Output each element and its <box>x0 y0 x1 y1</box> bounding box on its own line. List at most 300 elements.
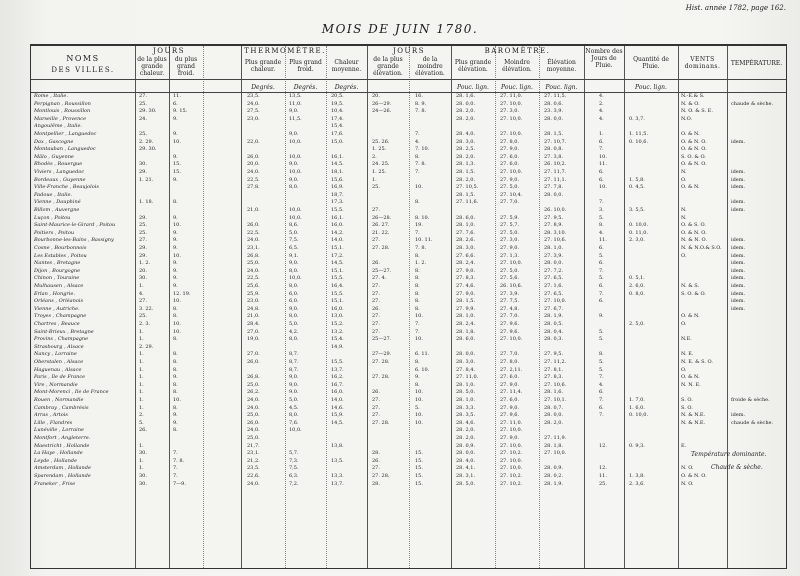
cell-t2: 8,7. <box>289 359 299 365</box>
cell-t1: 25,0. <box>247 260 260 267</box>
cell-pn: 7. <box>599 290 604 297</box>
cell-j1: 1. <box>139 366 144 373</box>
cell-b1: 28. 0,0. <box>456 351 476 358</box>
cell-t1: 23,0. <box>247 298 260 305</box>
cell-t2: 13,5. <box>289 93 302 99</box>
cell-pn: 10. <box>599 184 607 191</box>
cell-v: O. <box>681 252 687 259</box>
cell-j2: 9. <box>173 131 178 137</box>
cell-city: Lille , Flandres <box>34 419 73 426</box>
table-row <box>31 245 786 252</box>
cell-b2: 27. 10,0. <box>500 336 523 343</box>
cell-e2: 8. <box>415 267 420 274</box>
cell-b3: 28. 1,5. <box>544 131 564 137</box>
cell-t1: 23,1. <box>247 450 260 457</box>
cell-j1: 1. <box>139 374 144 381</box>
cell-e1: 27. 28. <box>372 473 390 479</box>
cell-tp: idem. <box>731 305 746 312</box>
cell-e2: 6. 10. <box>415 366 430 373</box>
cell-b2: 26. 10,6. <box>500 283 523 289</box>
cell-j2: 7—9. <box>173 480 186 487</box>
cell-pq: 0. 8,0. <box>629 290 645 297</box>
cell-pn: 3. <box>599 207 604 213</box>
cell-j1: 29. <box>139 169 147 175</box>
cell-city: Troyes , Champagne <box>34 313 87 320</box>
cell-e1: 1. <box>372 176 377 183</box>
cell-v: N. & N.E. <box>681 419 706 426</box>
cell-j1: 2. 29. <box>139 343 154 350</box>
cell-e1: 25—27. <box>372 336 392 343</box>
cell-b3: 27. 7,2. <box>544 267 564 274</box>
cell-v: O. & N. <box>681 313 700 320</box>
cell-e2: 16. <box>415 93 423 99</box>
cell-e1: 25. 26. <box>372 138 390 145</box>
cell-t2: 7,2. <box>289 480 299 487</box>
cell-t3: 13,2. <box>331 328 344 335</box>
cell-city: Saint-Maurice-le-Girard , Poitou <box>34 222 116 229</box>
cell-v: N. & N.E. <box>681 412 706 419</box>
cell-b2: 27. 7,0. <box>500 199 520 206</box>
cell-e2: 8. <box>415 153 420 160</box>
cell-pq: 0. 5,1. <box>629 275 645 282</box>
table-row <box>31 336 786 343</box>
weather-table <box>30 44 787 569</box>
cell-e2: 15. <box>415 473 423 479</box>
cell-e2: 8. <box>415 199 420 206</box>
cell-v: S. O. & O. <box>681 290 706 297</box>
cell-t2: 8,0. <box>289 283 299 289</box>
cell-tp: chaude & sèche. <box>731 100 774 107</box>
cell-city: Cosne , Bourbonnois <box>34 245 87 251</box>
cell-v: N. & N.O.& S.O. <box>681 245 722 251</box>
cell-b3: 28. 1,9. <box>544 313 564 320</box>
cell-pn: 9. <box>599 313 604 320</box>
table-row <box>31 405 786 412</box>
cell-t2: 8,6. <box>289 222 299 229</box>
cell-t3: 16,4. <box>331 283 344 289</box>
cell-b2: 27. 5,7. <box>500 222 520 229</box>
cell-j1: 1. <box>139 457 144 464</box>
cell-b1: 27. 6,6. <box>456 252 476 259</box>
cell-city: Oberstalen , Alsace <box>34 359 84 365</box>
cell-j1: 1. <box>139 465 144 472</box>
cell-t3: 13,0. <box>331 313 344 320</box>
cell-b2: 27. 9,0. <box>500 404 520 411</box>
unit-pouces: Pouc. lign. <box>501 84 533 91</box>
cell-t2: 10,0. <box>289 153 302 160</box>
cell-pq: 2. 5,0. <box>629 321 645 327</box>
table-row <box>31 161 786 168</box>
cell-t1: 24,0. <box>247 480 260 487</box>
cell-t1: 28,4. <box>247 321 260 327</box>
cell-b3: 27. 3,9. <box>544 252 564 259</box>
cell-b1: 28. 4,0. <box>456 131 476 137</box>
cell-t2: 8,7. <box>289 351 299 358</box>
cell-e1: 28. <box>372 450 380 457</box>
cell-j2: 10. <box>173 397 181 403</box>
cell-t2: 9,0. <box>289 305 299 312</box>
cell-t1: 26,8. <box>247 374 260 381</box>
cell-j2: 10. <box>173 328 181 335</box>
cell-b1: 28. 1,0. <box>456 313 476 320</box>
cell-city: Leyde , Hollande <box>34 457 77 464</box>
cell-b3: 27. 10,7. <box>544 138 567 145</box>
cell-v: O. & N. <box>681 374 700 381</box>
cell-t2: 10,0. <box>289 169 302 175</box>
cell-city: Viviers , Languedoc <box>34 169 85 175</box>
cell-b2: 27. 5,9. <box>500 214 520 221</box>
cell-v: N. & O. <box>681 100 700 107</box>
table-row <box>31 154 786 161</box>
cell-j2: 8. <box>173 404 178 411</box>
table-row <box>31 192 786 199</box>
cell-b3: 27. 10,0. <box>544 450 567 457</box>
header-jours-froid: du plus grand froid. <box>174 56 198 77</box>
cell-b2: 27. 3,0. <box>500 108 520 115</box>
cell-j1: 30. <box>139 450 147 457</box>
cell-t3: 15,4. <box>331 336 344 343</box>
cell-b3: 28. 0,5. <box>544 321 564 327</box>
cell-e2: 8. <box>415 252 420 259</box>
cell-t3: 13,3. <box>331 473 344 479</box>
cell-b1: 28. 1,0. <box>456 222 476 229</box>
cell-b1: 28. 1,5. <box>456 298 476 305</box>
table-row <box>31 397 786 404</box>
cell-j2: 8. <box>173 351 178 358</box>
cell-e1: 21. 22. <box>372 229 390 236</box>
cell-pn: 2. <box>599 100 604 107</box>
cell-e2: 8. 10. <box>415 214 430 221</box>
cell-t1: 24,0. <box>247 397 260 403</box>
cell-t3: 14,0. <box>331 397 344 403</box>
table-row <box>31 313 786 320</box>
cell-e2: 8. 9. <box>415 100 427 107</box>
cell-e2: 8. <box>415 305 420 312</box>
cell-v: O. & N. O. <box>681 473 707 479</box>
cell-b2: 27. 8,0. <box>500 359 520 365</box>
cell-b1: 28. 1,0. <box>456 397 476 403</box>
cell-e2: 10. <box>415 389 423 396</box>
cell-e2: 4. <box>415 138 420 145</box>
cell-b2: 27. 10,0. <box>500 260 523 267</box>
cell-b1: 28. 3,0. <box>456 138 476 145</box>
cell-t1: 23,5. <box>247 465 260 472</box>
cell-t2: 10,0. <box>289 207 302 213</box>
cell-b1: 28. 1,3. <box>456 161 476 168</box>
cell-j1: 30. <box>139 480 147 487</box>
cell-t3: 16,1. <box>331 214 344 221</box>
cell-b3: 27. 8,3. <box>544 374 564 381</box>
footer-label: Température dominante. <box>691 451 767 458</box>
cell-b1: 28. 3,5. <box>456 412 476 419</box>
cell-b1: 28. 4,6. <box>456 419 476 426</box>
table-row <box>31 275 786 282</box>
table-row <box>31 237 786 244</box>
cell-city: Paris , Ile de France <box>34 374 86 381</box>
cell-b2: 27. 10,0. <box>500 465 523 472</box>
cell-b3: 26. 10,2. <box>544 161 567 168</box>
cell-b2: 27. 11,0. <box>500 419 523 426</box>
cell-pq: 2. 6,0. <box>629 283 645 289</box>
cell-city: Poitiers , Poitou <box>34 229 75 236</box>
cell-t1: 22,6. <box>247 473 260 479</box>
cell-city: Vienne , Dauphiné <box>34 199 81 206</box>
cell-tp: idem. <box>731 298 746 305</box>
cell-e1: 27. <box>372 321 380 327</box>
cell-t3: 14,5. <box>331 260 344 267</box>
cell-b2: 27. 8,0. <box>500 138 520 145</box>
header-jours-moindre: de la moindre élévation. <box>415 56 445 77</box>
cell-city: Cambray , Cambrésis <box>34 404 89 411</box>
cell-city: Montauban , Languedoc <box>34 146 96 153</box>
table-row <box>31 108 786 115</box>
cell-b3: 27. 6,5. <box>544 275 564 282</box>
header-noms: NOMS <box>66 54 100 63</box>
cell-b1: 27. 8,4. <box>456 366 476 373</box>
cell-b2: 27. 6,0. <box>500 161 520 168</box>
cell-b1: 28. 4,0. <box>456 457 476 464</box>
cell-t3: 15,4. <box>331 123 344 130</box>
cell-b2: 27. 9,0. <box>500 245 520 251</box>
cell-city: Montfort , Angleterre. <box>34 435 91 441</box>
cell-j1: 3. 22. <box>139 305 154 312</box>
cell-j2: 9. <box>173 153 178 160</box>
cell-e2: 1. 2. <box>415 260 427 267</box>
cell-city: Mâlo , Guyenne <box>34 153 74 160</box>
header-jours-elevation: de la plus grande élévation. <box>373 56 403 77</box>
cell-tp: idem. <box>731 138 746 145</box>
cell-v: N. E. & S. O. <box>681 359 713 365</box>
cell-city: Rome , Italie. <box>34 93 68 99</box>
cell-b1: 28. 2,0. <box>456 153 476 160</box>
cell-e2: 7. <box>415 321 420 327</box>
cell-b3: 27. 10,6. <box>544 237 567 244</box>
cell-tp: chaude & sèche. <box>731 419 774 426</box>
cell-j1: 1. 2. <box>139 260 151 267</box>
cell-e2: 10. <box>415 336 423 343</box>
cell-t3: 16,9. <box>331 184 344 191</box>
table-row <box>31 291 786 298</box>
cell-b2: 27. 6,0. <box>500 374 520 381</box>
table-row <box>31 359 786 366</box>
cell-city: Montlouis , Roussillon <box>34 108 91 115</box>
cell-t3: 14,5. <box>331 161 344 168</box>
cell-t3: 10,4. <box>331 108 344 115</box>
cell-b1: 27. 9,9. <box>456 305 476 312</box>
cell-e2: 7. <box>415 169 420 175</box>
header-jours-pluie: Nombre des Jours de Pluie. <box>585 48 623 69</box>
cell-j1: 25. <box>139 131 147 137</box>
cell-pn: 6. <box>599 260 604 267</box>
cell-b2: 27. 5,0. <box>500 267 520 274</box>
cell-t2: 9,0. <box>289 108 299 115</box>
cell-b1: 28. 1,5. <box>456 191 476 198</box>
table-row <box>31 177 786 184</box>
table-row <box>31 123 786 130</box>
unit-degres: Degrés. <box>293 84 318 91</box>
cell-pq: 0. 10,6. <box>629 138 649 145</box>
cell-b1: 28. 2,6. <box>456 237 476 244</box>
cell-tp: froide & sèche. <box>731 397 770 403</box>
cell-j1: 30. <box>139 473 147 479</box>
cell-b1: 28. 0,0. <box>456 450 476 457</box>
cell-b2: 27. 9,0. <box>500 435 520 441</box>
cell-pn: 5. <box>599 336 604 343</box>
table-row <box>31 382 786 389</box>
cell-city: Angoulême , Italie. <box>34 123 83 130</box>
table-row <box>31 169 786 176</box>
cell-e2: 15. <box>415 480 423 487</box>
cell-j1: 2. 3. <box>139 321 151 327</box>
cell-e1: 27. <box>372 465 380 472</box>
cell-t1: 24,0. <box>247 427 260 434</box>
table-row <box>31 298 786 305</box>
cell-t3: 20,5. <box>331 93 344 99</box>
cell-b2: 27. 7,0. <box>500 351 520 358</box>
cell-t2: 9,0. <box>289 161 299 168</box>
cell-pn: 4. <box>599 93 604 99</box>
cell-j1: 30. <box>139 161 147 168</box>
cell-e2: 7. <box>415 131 420 137</box>
cell-j1: 25. <box>139 222 147 229</box>
header-thermo-chaleur: Plus grande chaleur. <box>244 59 282 73</box>
cell-b3: 28. 1,0. <box>544 245 564 251</box>
cell-j1: 30. <box>139 275 147 282</box>
cell-t2: 9,0. <box>289 176 299 183</box>
cell-t2: 6,3. <box>289 473 299 479</box>
cell-b2: 27. 3,9. <box>500 290 520 297</box>
cell-b3: 27. 11,1. <box>544 176 567 183</box>
cell-t3: 14,9. <box>331 343 344 350</box>
cell-j2: 10. <box>173 138 181 145</box>
cell-t1: 25,0. <box>247 435 260 441</box>
page-reference: Hist. année 1782, page 162. <box>685 4 786 12</box>
cell-t3: 14,5. <box>331 419 344 426</box>
table-row <box>31 253 786 260</box>
cell-pn: 5. <box>599 366 604 373</box>
cell-city: Luçon , Poitou <box>34 214 71 221</box>
cell-t2: 9,0. <box>289 389 299 396</box>
cell-b1: 28. 2,0. <box>456 435 476 441</box>
cell-t1: 24,0. <box>247 267 260 274</box>
cell-j1: 1. 18. <box>139 199 154 206</box>
cell-j2: 11. <box>173 93 181 99</box>
cell-j2: 8. <box>173 199 178 206</box>
table-row <box>31 420 786 427</box>
cell-t3: 18,7. <box>331 191 344 198</box>
table-row <box>31 230 786 237</box>
cell-t2: 10,0. <box>289 427 302 434</box>
cell-city: Rhodès , Rouergue <box>34 161 83 168</box>
cell-t2: 8,0. <box>289 184 299 191</box>
cell-b1: 28. 1,5. <box>456 169 476 175</box>
cell-j2: 7. <box>173 465 178 472</box>
table-row <box>31 473 786 480</box>
cell-b3: 27. 11,9. <box>544 435 567 441</box>
cell-e1: 27. <box>372 290 380 297</box>
cell-b3: 28. 0,4. <box>544 328 564 335</box>
cell-j1: 29. 30. <box>139 146 157 153</box>
cell-j2: 9. <box>173 275 178 282</box>
cell-b2: 27. 10,0. <box>500 427 523 434</box>
cell-city: Montpellier , Languedoc <box>34 131 97 137</box>
cell-tp: idem. <box>731 199 746 206</box>
cell-v: O. & N. <box>681 184 700 191</box>
cell-b2: 27. 9,0. <box>500 176 520 183</box>
cell-b3: 27. 1,6. <box>544 283 564 289</box>
cell-pn: 6. <box>599 283 604 289</box>
cell-b2: 27. 2,11. <box>500 366 523 373</box>
cell-v: N. & N. O. <box>681 237 707 244</box>
table-row <box>31 412 786 419</box>
table-row <box>31 260 786 267</box>
table-row <box>31 351 786 358</box>
cell-city: Erlan , Hongrie. <box>34 290 75 297</box>
cell-b3: 27. 6,7. <box>544 305 564 312</box>
cell-t1: 27,5. <box>247 108 260 115</box>
cell-b1: 28. 3,1. <box>456 473 476 479</box>
cell-t3: 16,7. <box>331 381 344 388</box>
cell-t1: 22,5. <box>247 176 260 183</box>
cell-tp: idem. <box>731 245 746 251</box>
unit-degres: Degrés. <box>251 84 275 91</box>
cell-t3: 15,9. <box>331 412 344 419</box>
cell-b1: 28. 2,0. <box>456 176 476 183</box>
footer-value: Chaude & sèche. <box>711 464 763 471</box>
header-vents: VENTS dominans. <box>684 56 721 70</box>
cell-v: N. <box>681 214 687 221</box>
header-thermo-froid: Plus grand froid. <box>289 59 322 73</box>
cell-e2: 10. <box>415 419 423 426</box>
table-row <box>31 427 786 434</box>
cell-b1: 28. 1,8. <box>456 328 476 335</box>
cell-t3: 15,5. <box>331 207 344 213</box>
cell-b3: 27. 3,8. <box>544 153 564 160</box>
cell-b3: 27. 6,5. <box>544 290 564 297</box>
cell-j1: 29. <box>139 245 147 251</box>
cell-t1: 24,0. <box>247 404 260 411</box>
cell-b2: 27. 6,0. <box>500 153 520 160</box>
cell-t3: 15,1. <box>331 267 344 274</box>
cell-b2: 27. 9,6. <box>500 321 520 327</box>
cell-t3: 15,6. <box>331 176 344 183</box>
table-row <box>31 329 786 336</box>
unit-pouces: Pouc. lign. <box>635 84 667 91</box>
cell-b3: 28. 1,6. <box>544 389 564 396</box>
cell-pq: 1. 11,5. <box>629 131 649 137</box>
cell-b3: 27. 7,8. <box>544 184 564 191</box>
cell-e1: 24. 25. <box>372 161 390 168</box>
cell-j2: 8. <box>173 305 178 312</box>
cell-t1: 26,0. <box>247 359 260 365</box>
cell-t1: 26,0. <box>247 153 260 160</box>
cell-pn: 7. <box>599 199 604 206</box>
cell-pq: 0. 10,0. <box>629 412 649 419</box>
cell-j1: 1. <box>139 336 144 343</box>
cell-e1: 27. 28. <box>372 419 390 426</box>
cell-tp: idem. <box>731 412 746 419</box>
cell-tp: idem. <box>731 252 746 259</box>
cell-b2: 27. 10,2. <box>500 480 523 487</box>
header-quantite-pluie: Quantité de Pluie. <box>633 56 669 70</box>
cell-j2: 8. <box>173 336 178 343</box>
table-row <box>31 435 786 442</box>
cell-b3: 27. 10,1. <box>544 397 567 403</box>
cell-city: Perpignan , Roussillon <box>34 100 91 107</box>
cell-j2: 9. <box>173 229 178 236</box>
cell-tp: idem. <box>731 176 746 183</box>
cell-city: Maestricht , Hollande <box>34 442 90 449</box>
